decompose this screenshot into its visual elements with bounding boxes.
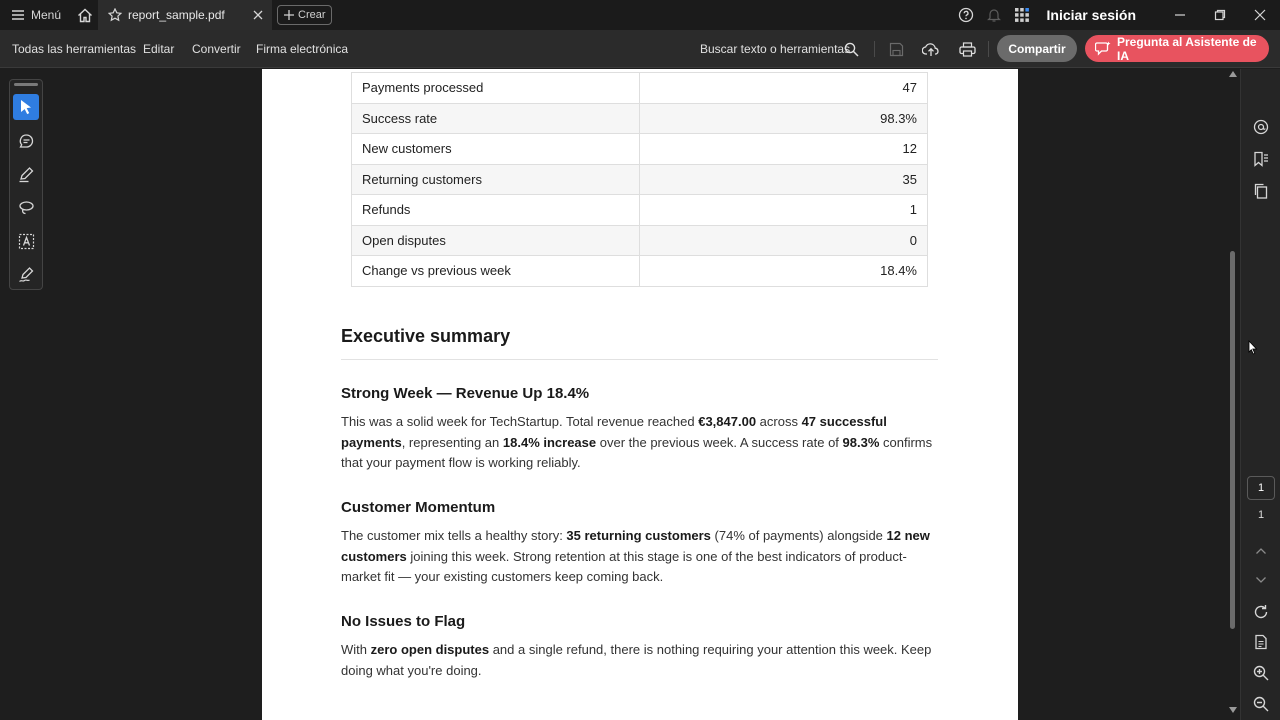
subsection-heading: Strong Week — Revenue Up 18.4% xyxy=(341,385,590,402)
select-tool-button[interactable] xyxy=(13,94,39,120)
close-tab-icon[interactable] xyxy=(252,9,264,21)
table-row xyxy=(352,256,928,287)
metric-label: New customers xyxy=(352,134,640,165)
home-icon xyxy=(77,8,93,23)
body-text: confirms that your payment flow is working reliably. xyxy=(341,434,933,470)
body-text: (74% of payments) alongside xyxy=(710,528,887,543)
search-icon[interactable] xyxy=(842,40,860,58)
tab-title: report_sample.pdf xyxy=(128,8,225,22)
table-row xyxy=(352,103,928,134)
create-button[interactable] xyxy=(277,5,332,25)
refresh-icon[interactable] xyxy=(1252,603,1270,621)
metric-label: Returning customers xyxy=(352,164,640,195)
share-label: Compartir xyxy=(1008,41,1066,56)
current-page-input[interactable]: 1 xyxy=(1247,476,1275,500)
subsection-heading: No Issues to Flag xyxy=(341,613,466,630)
ai-assistant-label: Pregunta al Asistente de IA xyxy=(1117,34,1257,63)
star-icon[interactable] xyxy=(108,8,122,22)
minimize-icon xyxy=(1174,9,1186,21)
ai-assistant-button[interactable] xyxy=(1085,35,1269,62)
next-page-icon[interactable] xyxy=(1252,571,1270,589)
highlight-tool-button[interactable] xyxy=(13,161,39,187)
section-paragraph xyxy=(341,640,941,681)
lasso-draw-icon xyxy=(18,199,35,216)
sign-icon xyxy=(18,266,35,283)
menu-label: Menú xyxy=(31,8,62,22)
restore-button[interactable] xyxy=(1200,0,1240,30)
metric-value: 12 xyxy=(640,134,928,165)
plus-icon xyxy=(284,10,294,20)
restore-icon xyxy=(1214,9,1226,21)
title-bar xyxy=(0,0,1280,30)
scroll-up-arrow-icon[interactable] xyxy=(1229,71,1237,77)
scrollbar-thumb[interactable] xyxy=(1230,251,1235,629)
comment-icon xyxy=(18,133,35,150)
emphasis-text: 18.4% increase xyxy=(502,434,597,450)
emphasis-text: 47 successful payments xyxy=(341,414,887,450)
menu-edit[interactable]: Editar xyxy=(143,42,175,56)
search-tools-field[interactable]: Buscar texto o herramientas xyxy=(700,42,851,56)
toolbar-divider xyxy=(874,41,875,57)
pdf-page xyxy=(262,69,1018,720)
menu-all-tools[interactable]: Todas las herramientas xyxy=(12,42,137,56)
zoom-in-icon[interactable] xyxy=(1252,664,1270,682)
metric-label: Payments processed xyxy=(352,73,640,104)
text-select-icon xyxy=(18,233,35,250)
table-row xyxy=(352,73,928,104)
main-toolbar xyxy=(0,30,1280,68)
bookmark-icon[interactable] xyxy=(1252,150,1270,168)
metric-label: Refunds xyxy=(352,195,640,226)
scroll-down-arrow-icon[interactable] xyxy=(1229,707,1237,713)
create-label: Crear xyxy=(298,9,326,21)
section-paragraph xyxy=(341,412,941,474)
table-row xyxy=(352,164,928,195)
metric-label: Open disputes xyxy=(352,225,640,256)
text-select-tool-button[interactable] xyxy=(13,228,39,254)
toolbar-divider xyxy=(988,41,989,57)
menu-convert[interactable]: Convertir xyxy=(192,42,241,56)
emphasis-text: €3,847.00 xyxy=(698,414,757,429)
section-paragraph xyxy=(341,526,941,588)
menu-e-signature[interactable]: Firma electrónica xyxy=(256,42,349,56)
metric-value: 47 xyxy=(640,73,928,104)
body-text: The customer mix tells a healthy story: xyxy=(341,528,567,543)
metric-value: 1 xyxy=(640,195,928,226)
document-tab[interactable] xyxy=(98,0,272,30)
right-rail xyxy=(1240,69,1280,720)
home-button[interactable] xyxy=(69,0,101,30)
pen-highlight-icon xyxy=(18,166,35,183)
body-text: joining this week. Strong retention at this stage is one of the best indicators of product-market fit — your existing customers keep coming back. xyxy=(341,548,907,584)
copy-pages-icon[interactable] xyxy=(1252,182,1270,200)
hamburger-icon xyxy=(12,10,24,20)
body-text: , representing an xyxy=(401,434,503,450)
notification-bell-icon[interactable] xyxy=(985,6,1003,24)
apps-grid-icon[interactable] xyxy=(1013,6,1031,24)
mouse-cursor-icon xyxy=(1248,340,1258,355)
emphasis-text: 35 returning customers xyxy=(566,528,711,543)
body-text: With xyxy=(341,642,371,657)
save-icon[interactable] xyxy=(887,40,905,58)
sign-in-button[interactable]: Iniciar sesión xyxy=(1046,7,1136,23)
metric-value: 0 xyxy=(640,225,928,256)
metric-value: 35 xyxy=(640,164,928,195)
section-divider xyxy=(341,359,938,360)
metric-value: 18.4% xyxy=(640,256,928,287)
left-tool-rail xyxy=(9,79,43,290)
section-title: Executive summary xyxy=(341,326,511,346)
previous-page-icon[interactable] xyxy=(1252,542,1270,560)
page-thumbnail-icon[interactable] xyxy=(1252,633,1270,651)
body-text: across xyxy=(756,414,802,429)
draw-tool-button[interactable] xyxy=(13,194,39,220)
body-text: This was a solid week for TechStartup. Total revenue reached xyxy=(341,414,699,429)
total-pages: 1 xyxy=(1257,509,1265,521)
emphasis-text: 12 new customers xyxy=(341,528,930,564)
body-text: over the previous week. A success rate of xyxy=(596,434,843,450)
metric-value: 98.3% xyxy=(640,103,928,134)
print-icon[interactable] xyxy=(958,40,976,58)
metric-label: Change vs previous week xyxy=(352,256,640,287)
minimize-button[interactable] xyxy=(1160,0,1200,30)
rail-grip[interactable] xyxy=(14,83,38,86)
subsection-heading: Customer Momentum xyxy=(341,499,496,516)
table-row xyxy=(352,225,928,256)
close-window-button[interactable] xyxy=(1240,0,1280,30)
emphasis-text: 98.3% xyxy=(842,434,880,450)
menu-button[interactable] xyxy=(0,0,69,30)
help-icon[interactable] xyxy=(957,6,975,24)
share-button[interactable] xyxy=(997,35,1077,62)
table-row xyxy=(352,134,928,165)
sign-tool-button[interactable] xyxy=(13,261,39,287)
ai-assistant-panel-icon[interactable] xyxy=(1252,118,1270,136)
close-icon xyxy=(1254,9,1266,21)
metric-label: Success rate xyxy=(352,103,640,134)
zoom-out-icon[interactable] xyxy=(1252,695,1270,713)
ai-assistant-icon xyxy=(1095,41,1111,56)
vertical-scrollbar[interactable] xyxy=(1226,69,1240,720)
metrics-table xyxy=(351,72,928,287)
emphasis-text: zero open disputes xyxy=(370,642,490,657)
cloud-upload-icon[interactable] xyxy=(922,40,940,58)
select-cursor-icon xyxy=(19,99,33,115)
title-bar-actions xyxy=(957,0,1280,30)
comment-tool-button[interactable] xyxy=(13,128,39,154)
table-row xyxy=(352,195,928,226)
body-text: and a single refund, there is nothing requiring your attention this week. Keep doing what you're doing. xyxy=(341,642,932,678)
